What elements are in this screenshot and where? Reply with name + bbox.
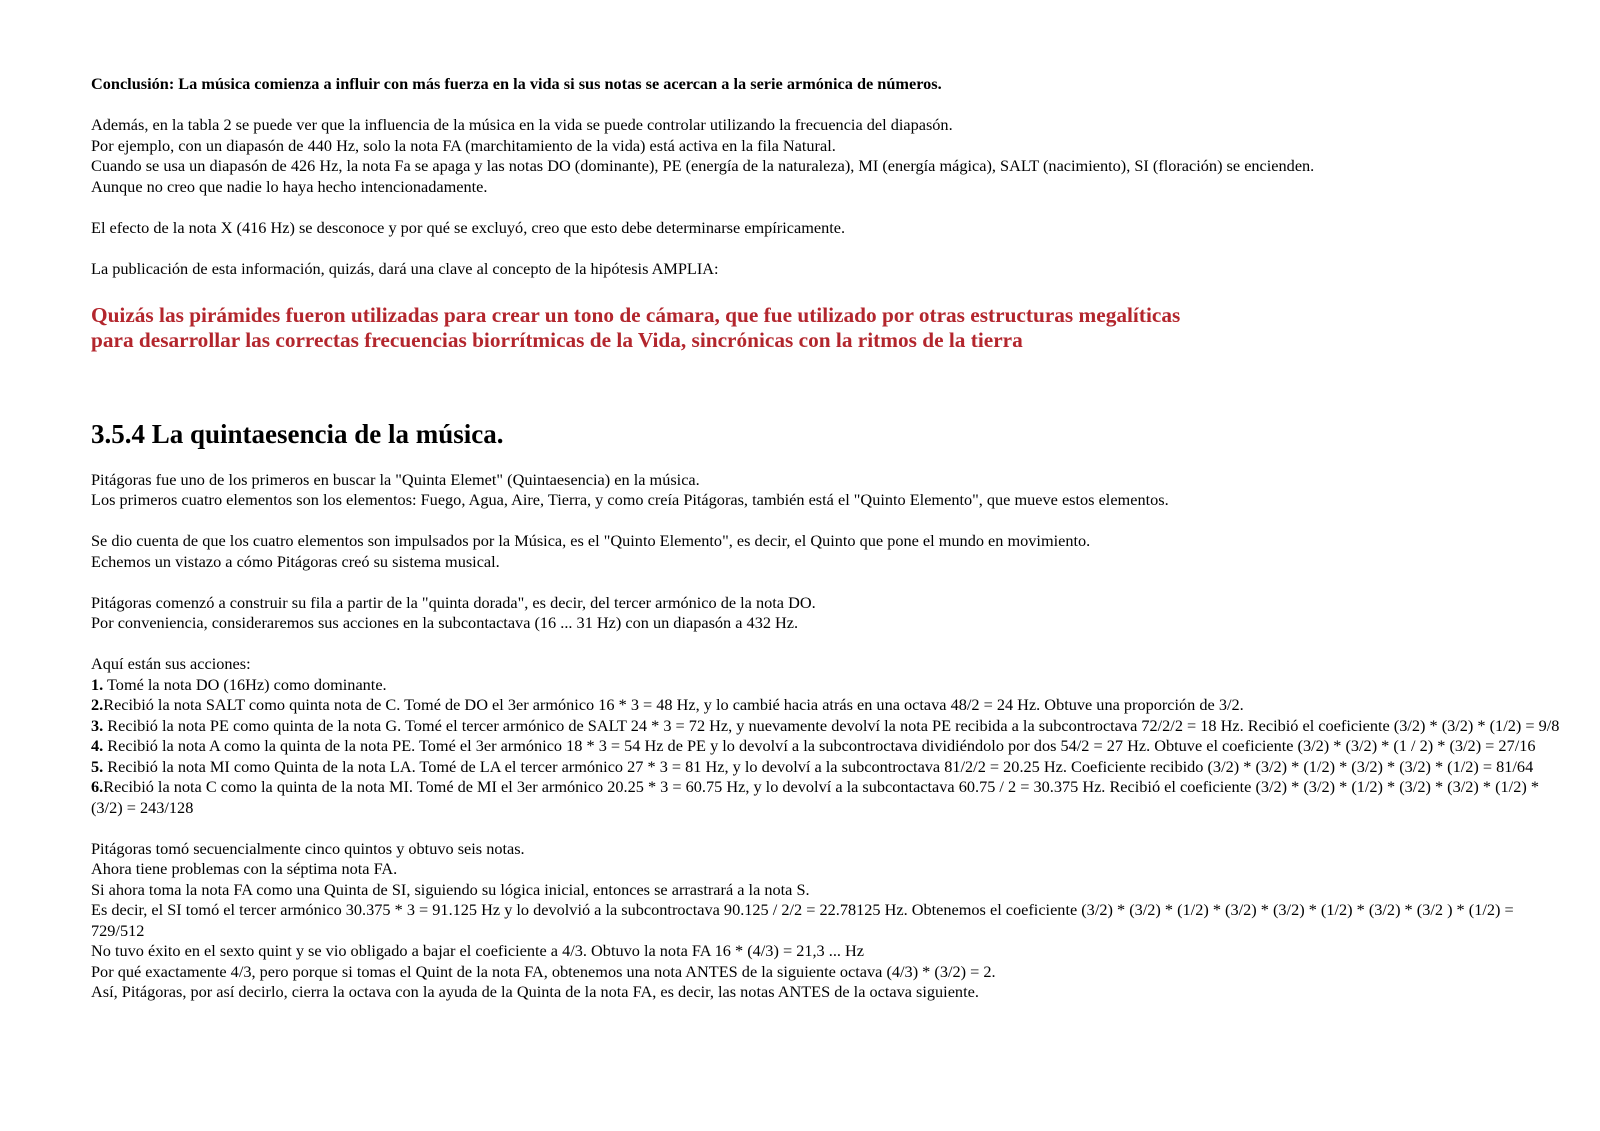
spacer (91, 634, 1571, 655)
paragraph-line: Por conveniencia, consideraremos sus acciones en la subcontactava (16 ... 31 Hz) con un diapasón a 432 Hz. (91, 613, 799, 632)
spacer (91, 197, 1571, 218)
step-number: 5. (91, 756, 104, 776)
paragraph-line: Cuando se usa un diapasón de 426 Hz, la nota Fa se apaga y las notas DO (dominante), PE (energía de la naturaleza), MI (energía mágica), SALT (nacimiento), SI (floración) se encienden. (91, 156, 1315, 175)
paragraph-line: Pitágoras comenzó a construir su fila a partir de la "quinta dorada", es decir, del tercer armónico de la nota DO. (91, 592, 816, 612)
paragraph-line: Aunque no creo que nadie lo haya hecho intencionadamente. (91, 176, 488, 196)
steps-list (91, 654, 1571, 818)
highlight-line: Quizás las pirámides fueron utilizadas para crear un tono de cámara, que fue utilizado por otras estructuras megalíticas (91, 302, 1181, 327)
step-item (91, 757, 1571, 778)
paragraph-line: Se dio cuenta de que los cuatro elementos son impulsados por la Música, es el "Quinto Elemento", es decir, el Quinto que pone el mundo en movimiento. (91, 531, 1091, 550)
step-item (91, 777, 1571, 818)
paragraph-line: Ahora tiene problemas con la séptima nota FA. (91, 859, 398, 878)
step-text: Recibió la nota SALT como quinta nota de C. Tomé de DO el 3er armónico 16 * 3 = 48 Hz, y lo cambié hacia atrás en una octava 48/2 = 24 Hz. Obtuve una proporción de 3/2. (103, 695, 1244, 714)
spacer (91, 818, 1571, 839)
section-title: 3.5.4 La quintaesencia de la música. (91, 418, 504, 449)
document-page (91, 74, 1571, 1003)
step-text: Recibió la nota A como la quinta de la nota PE. Tomé el 3er armónico 18 * 3 = 54 Hz de PE y lo devolví a la subcontroctava dividiéndolo por dos 54/2 = 27 Hz. Obtuve el coeficiente (3/2) * (3/2) * (1 / 2) * (3/2) = 27/16 (103, 736, 1536, 755)
step-number: 4. (91, 736, 104, 755)
spacer (91, 238, 1571, 259)
spacer (91, 572, 1571, 593)
paragraph-line: Pitágoras tomó secuencialmente cinco quintos y obtuvo seis notas. (91, 838, 525, 858)
paragraph-line: Pitágoras fue uno de los primeros en buscar la "Quinta Elemet" (Quintaesencia) en la música. (91, 469, 700, 489)
paragraph-elements (91, 531, 1571, 572)
paragraph-line: Por qué exactamente 4/3, pero porque si tomas el Quint de la nota FA, obtenemos una nota ANTES de la siguiente octava (4/3) * (3/2) = 2. (91, 961, 996, 981)
paragraph-conclusion-fa (91, 839, 1571, 1003)
step-number: 3. (91, 715, 104, 735)
paragraph-line: Los primeros cuatro elementos son los elementos: Fuego, Agua, Aire, Tierra, y como creía Pitágoras, también está el "Quinto Elemento", que mueve estos elementos. (91, 490, 1169, 509)
paragraph-line: Además, en la tabla 2 se puede ver que la influencia de la música en la vida se puede controlar utilizando la frecuencia del diapasón. (91, 115, 953, 134)
paragraph-line: Echemos un vistazo a cómo Pitágoras creó su sistema musical. (91, 551, 500, 571)
paragraph-line: Si ahora toma la nota FA como una Quinta de SI, siguiendo su lógica inicial, entonces se arrastrará a la nota S. (91, 879, 810, 899)
step-text: Recibió la nota C como la quinta de la nota MI. Tomé de MI el 3er armónico 20.25 * 3 = 60.75 Hz, y lo devolví a la subcontactava 60.75 / 2 = 30.375 Hz. Recibió el coeficiente (3/2) * (3/2) * (1/2) * (3/2) * (3/2) * (1/2) * (3/2) = 243/128 (91, 777, 1539, 817)
spacer (91, 95, 1571, 116)
paragraph-line: Es decir, el SI tomó el tercer armónico 30.375 * 3 = 91.125 Hz y lo devolvió a la subcontroctava 90.125 / 2/2 = 22.78125 Hz. Obtenemos el coeficiente (3/2) * (3/2) * (1/2) * (3/2) * (3/2) * (1/2) * (3/2) * (3/2 ) * (1/2) = 729/512 (91, 900, 1514, 940)
step-number: 2. (91, 695, 104, 714)
step-text: Recibió la nota MI como Quinta de la nota LA. Tomé de LA el tercer armónico 27 * 3 = 81 Hz, y lo devolví a la subcontroctava 81/2/2 = 20.25 Hz. Coeficiente recibido (3/2) * (3/2) * (1/2) * (3/2) * (3/2) * (1/2) = 81/64 (103, 756, 1534, 776)
steps-intro: Aquí están sus acciones: (91, 654, 251, 673)
step-text: Recibió la nota PE como quinta de la nota G. Tomé el tercer armónico de SALT 24 * 3 = 72 Hz, y nuevamente devolví la nota PE recibida a la subcontroctava 72/2/2 = 18 Hz. Recibió el coeficiente (3/2) * (3/2) * (1/2) = 9/8 (103, 715, 1560, 735)
spacer (91, 279, 1571, 300)
step-item (91, 675, 1571, 696)
paragraph-line: Así, Pitágoras, por así decirlo, cierra la octava con la ayuda de la Quinta de la nota FA, es decir, las notas ANTES de la octava siguiente. (91, 982, 979, 1001)
step-item (91, 736, 1571, 757)
paragraph-pythagoras (91, 470, 1571, 511)
step-item (91, 716, 1571, 737)
spacer (91, 511, 1571, 532)
conclusion-text: Conclusión: La música comienza a influir con más fuerza en la vida si sus notas se acercan a la serie armónica de números. (91, 74, 942, 93)
paragraph-hypothesis: La publicación de esta información, quizás, dará una clave al concepto de la hipótesis AMPLIA: (91, 258, 719, 278)
step-number: 6. (91, 777, 104, 796)
paragraph-golden-fifth (91, 593, 1571, 634)
paragraph-line: No tuvo éxito en el sexto quint y se vio obligado a bajar el coeficiente a 4/3. Obtuvo la nota FA 16 * (4/3) = 21,3 ... Hz (91, 941, 865, 960)
step-number: 1. (91, 674, 104, 694)
step-item (91, 695, 1571, 716)
step-text: Tomé la nota DO (16Hz) como dominante. (103, 674, 387, 694)
paragraph-note-x: El efecto de la nota X (416 Hz) se desconoce y por qué se excluyó, creo que esto debe determinarse empíricamente. (91, 217, 846, 237)
paragraph-line: Por ejemplo, con un diapasón de 440 Hz, solo la nota FA (marchitamiento de la vida) está activa en la fila Natural. (91, 135, 836, 155)
paragraph-diapason (91, 115, 1571, 197)
highlight-quote (91, 303, 1571, 353)
highlight-line: para desarrollar las correctas frecuencias biorrítmicas de la Vida, sincrónicas con la ritmos de la tierra (91, 327, 1023, 352)
